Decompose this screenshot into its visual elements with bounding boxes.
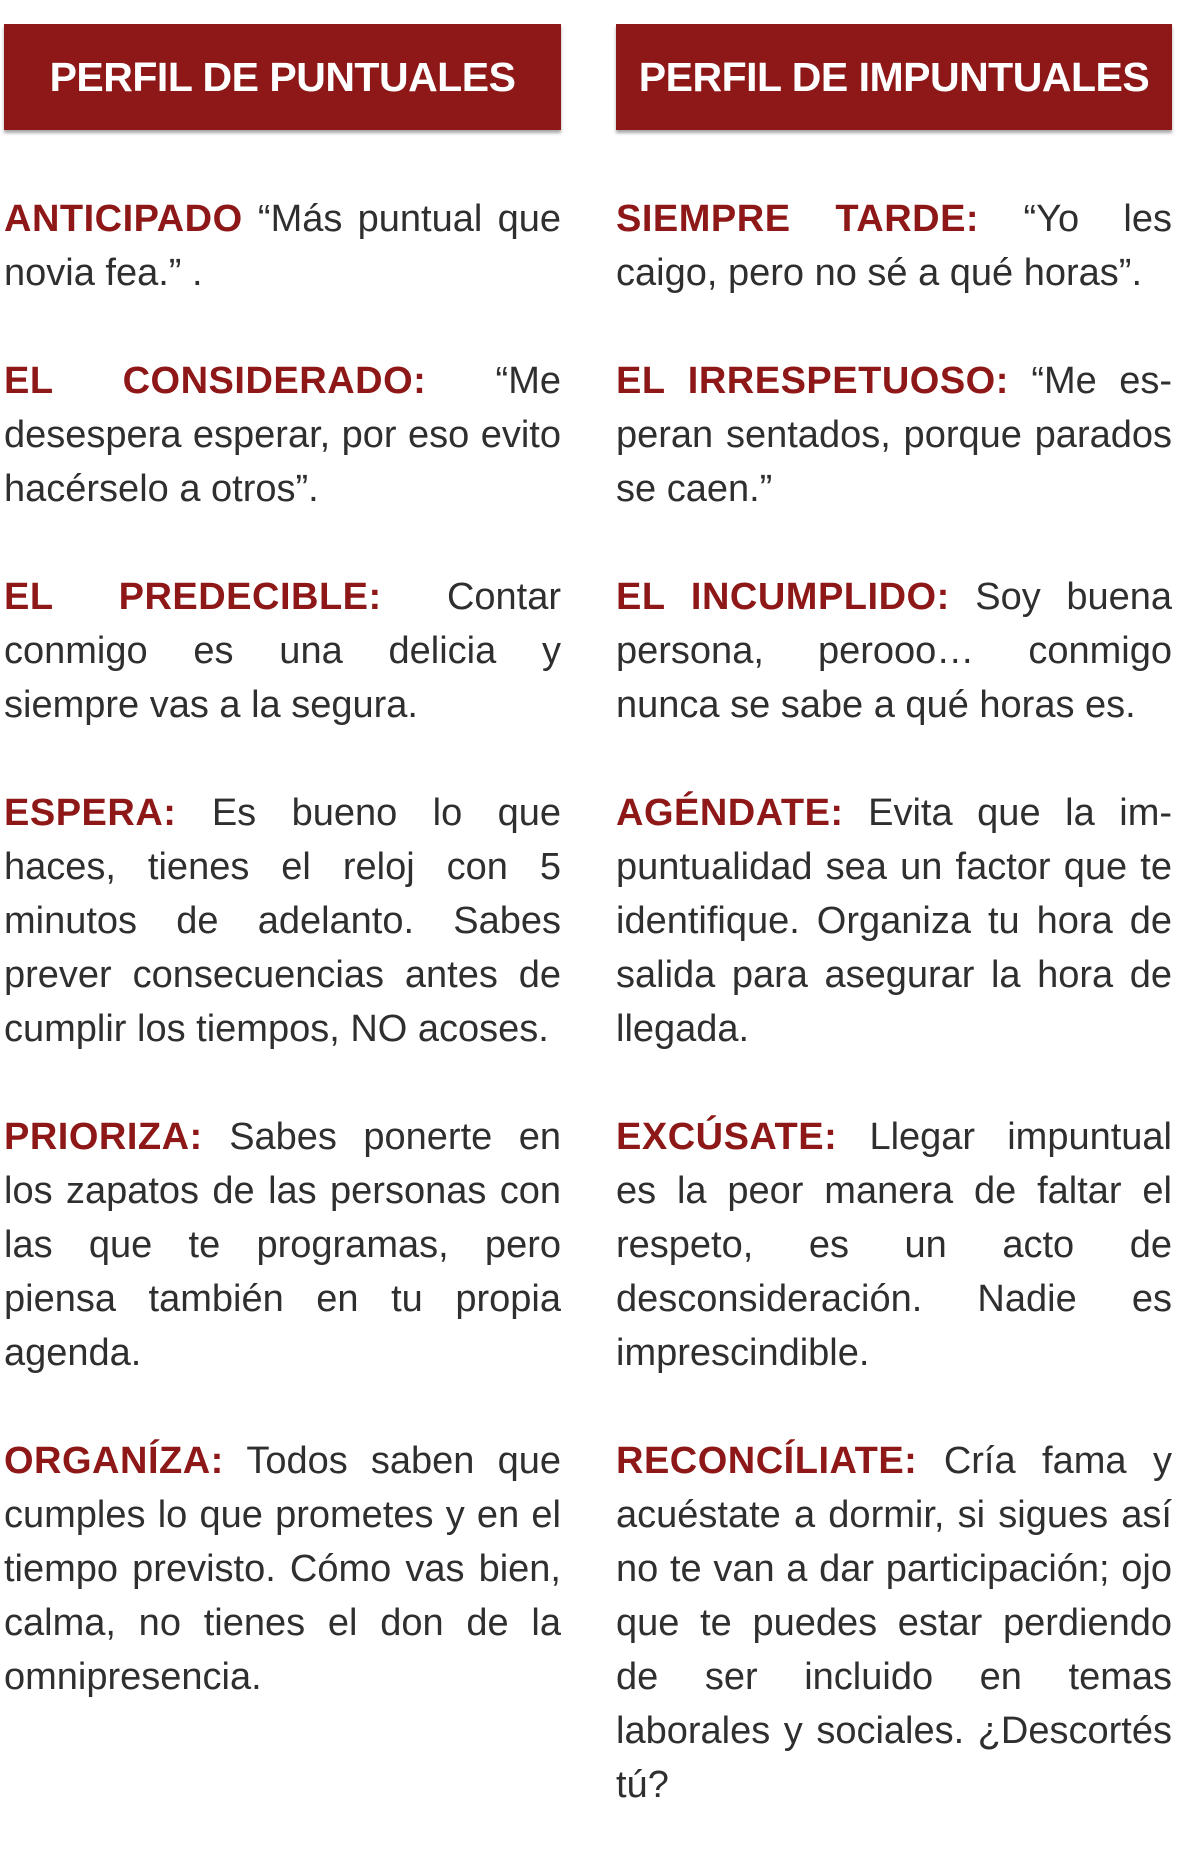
profile-entry-incumplido <box>616 570 1172 732</box>
entry-term: ANTICIPADO <box>4 198 243 240</box>
profile-entry-excusate <box>616 1110 1172 1380</box>
entry-text: Cría fama y acuéstate a dormir, si sigues así no te van a dar participación; ojo que te puedes estar perdiendo de ser incluido en temas laborales y sociales. ¿Descortés tú? <box>616 1440 1172 1806</box>
entry-text: Contar conmigo es una delicia y siempre vas a la segura. <box>4 576 561 726</box>
entry-text: Es bueno lo que haces, tienes el reloj con 5 minutos de adelanto. Sabes prever consecuencias antes de cumplir los tiempos, NO acoses. <box>4 792 562 1050</box>
entry-text: Llegar impuntual es la peor manera de faltar el respeto, es un acto de desconsideración. Nadie es imprescindible. <box>616 1116 1172 1374</box>
unpunctual-profile-list <box>616 192 1172 1812</box>
profile-entry-espera <box>4 786 561 1056</box>
entry-text: “Más puntual que novia fea.” . <box>4 198 561 294</box>
entry-term: EL INCUMPLIDO: <box>616 576 950 618</box>
entry-term: SIEMPRE TARDE: <box>616 198 980 240</box>
entry-term: AGÉNDATE: <box>616 792 844 834</box>
entry-text: “Yo les caigo, pero no sé a qué horas”. <box>616 198 1172 294</box>
profile-entry-anticipado <box>4 192 561 300</box>
punctual-profile-list <box>4 192 561 1704</box>
profile-entry-reconciliate <box>616 1434 1172 1812</box>
punctual-profile-column <box>4 24 561 1758</box>
entry-term: EL PREDECIBLE: <box>4 576 382 618</box>
entry-term: ORGANÍZA: <box>4 1440 224 1482</box>
profile-entry-siempre-tarde <box>616 192 1172 300</box>
unpunctual-profile-header: PERFIL DE IMPUNTUALES <box>616 24 1172 130</box>
entry-text: Todos saben que cumples lo que prometes y en el tiempo previsto. Cómo vas bien, calma, no tienes el don de la omnipresencia. <box>4 1440 562 1698</box>
entry-text: “Me esperan sentados, porque parados se caen.” <box>616 360 1173 510</box>
entry-text: Sabes ponerte en los zapatos de las personas con las que te programas, pero piensa también en tu propia agenda. <box>4 1116 562 1374</box>
profile-entry-agendate <box>616 786 1172 1056</box>
profile-entry-considerado <box>4 354 561 516</box>
entry-text: Evita que la impuntualidad sea un factor que te identifique. Organiza tu hora de salida para asegurar la hora de llegada. <box>616 792 1172 1050</box>
profile-entry-organiza <box>4 1434 561 1704</box>
profile-entry-prioriza <box>4 1110 561 1380</box>
entry-text: “Me desespera esperar, por eso evito hacérselo a otros”. <box>4 360 561 510</box>
entry-term: ESPERA: <box>4 792 177 834</box>
entry-term: EL IRRESPETUOSO: <box>616 360 1009 402</box>
entry-term: RECONCÍLIATE: <box>616 1440 918 1482</box>
entry-term: EXCÚSATE: <box>616 1116 838 1158</box>
entry-text: Soy buena persona, perooo… conmigo nunca se sabe a qué horas es. <box>616 576 1172 726</box>
entry-term: EL CONSIDERADO: <box>4 360 427 402</box>
profile-entry-irrespetuoso <box>616 354 1172 516</box>
entry-term: PRIORIZA: <box>4 1116 203 1158</box>
unpunctual-profile-column <box>616 24 1172 1866</box>
profile-entry-predecible <box>4 570 561 732</box>
punctual-profile-header: PERFIL DE PUNTUALES <box>4 24 561 130</box>
